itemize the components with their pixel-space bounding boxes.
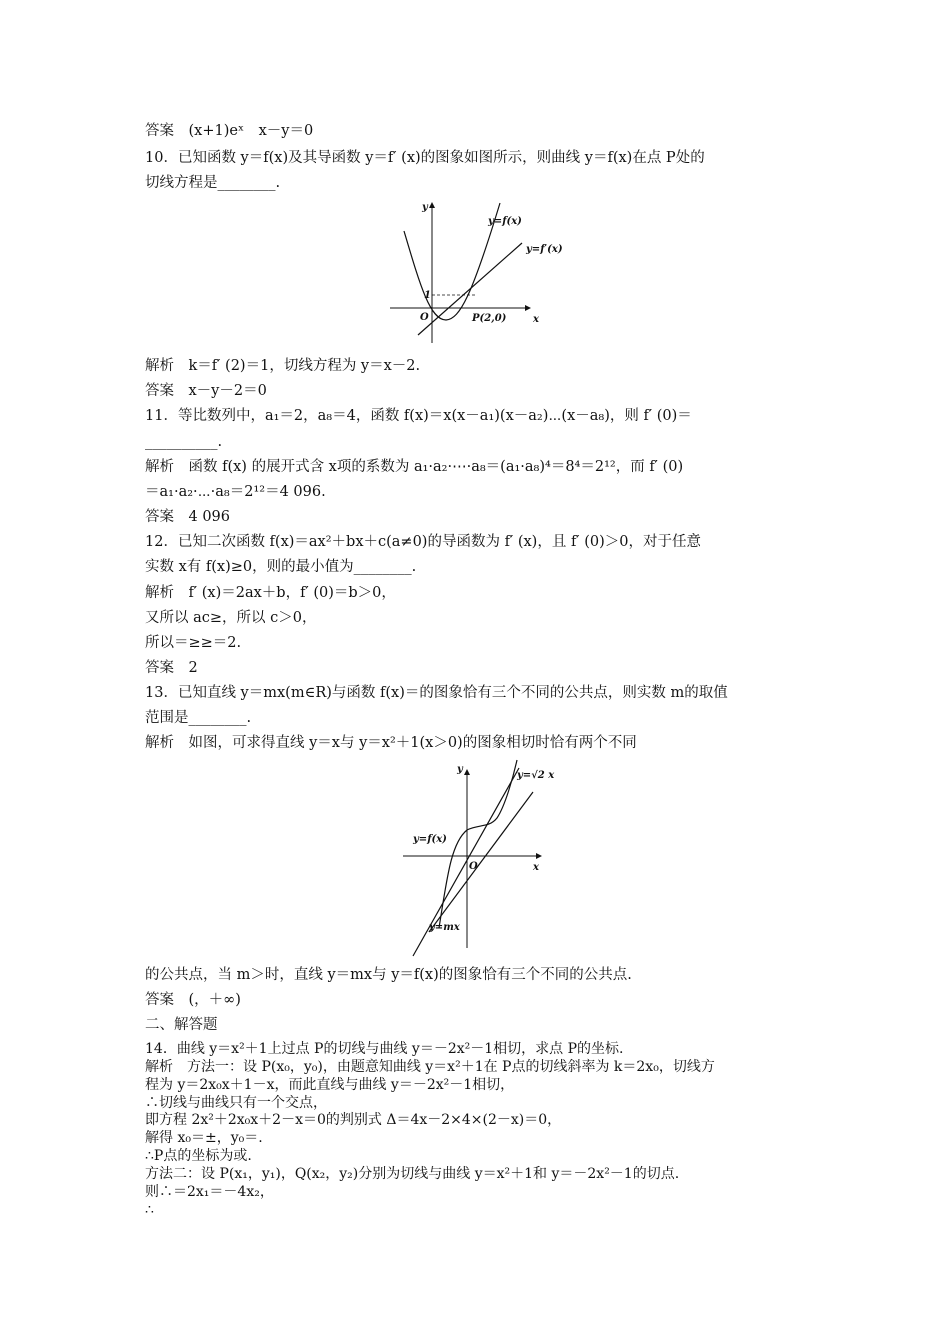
y-axis-label: y	[457, 764, 463, 775]
solution-14-line7: 方法二：设 P(x₁，y₁)，Q(x₂，y₂)分别为切线与曲线 y＝x²＋1和 y＝－2x²－1的切点.	[145, 1166, 680, 1182]
point-p-label: P(2,0)	[472, 313, 507, 324]
answer-9: 答案 (x+1)eˣ x－y＝0	[145, 123, 314, 139]
question-10-line1: 10．已知函数 y＝f(x)及其导函数 y＝f′ (x)的图象如图所示，则曲线 y＝f(x)在点 P处的	[145, 150, 705, 166]
question-10-line2: 切线方程是________.	[145, 175, 281, 191]
solution-14-line4: 即方程 2x²＋2x₀x＋2－x＝0的判别式 Δ＝4x－2×4×(2－x)＝0，	[145, 1112, 562, 1128]
solution-14-line1: 解析 方法一：设 P(x₀，y₀)，由题意知曲线 y＝x²＋1在 P点的切线斜率为 k＝2x₀，切线方	[145, 1059, 715, 1075]
tick-one-label: 1	[424, 290, 431, 301]
question-11-line2: __________.	[145, 434, 223, 450]
answer-13: 答案 (，＋∞)	[145, 992, 241, 1008]
figure-line-intersections	[395, 758, 570, 963]
solution-14-line2: 程为 y＝2x₀x＋1－x，而此直线与曲线 y＝－2x²－1相切，	[145, 1077, 515, 1093]
line-mx-label: y=mx	[429, 922, 460, 933]
solution-11-line2: ＝a₁·a₂·⋯·a₈＝2¹²＝4 096.	[145, 484, 326, 500]
origin-label: O	[420, 312, 429, 323]
solution-12-line3: 所以＝≥≥＝2.	[145, 635, 242, 651]
curve-f-label: y=f(x)	[488, 216, 522, 227]
solution-13-line2: 的公共点，当 m＞时，直线 y＝mx与 y＝f(x)的图象恰有三个不同的公共点.	[145, 967, 632, 983]
line-fprime	[418, 243, 522, 335]
section-heading: 二、解答题	[145, 1017, 218, 1033]
curve-f	[404, 203, 500, 320]
curve-f-label: y=f(x)	[413, 834, 447, 845]
question-12-line1: 12．已知二次函数 f(x)＝ax²＋bx＋c(a≠0)的导函数为 f′ (x)，且 f′ (0)＞0，对于任意	[145, 534, 701, 550]
solution-14-line3: ∴切线与曲线只有一个交点，	[145, 1095, 327, 1111]
question-13-line2: 范围是________.	[145, 710, 252, 726]
answer-10: 答案 x－y－2＝0	[145, 383, 267, 399]
solution-14-line9: ∴	[145, 1202, 154, 1218]
solution-11-line1: 解析 函数 f(x) 的展开式含 x项的系数为 a₁·a₂·⋯·a₈＝(a₁·a₈)⁴＝8⁴＝2¹²，而 f′ (0)	[145, 459, 684, 475]
line-fprime-label: y=f′(x)	[526, 244, 563, 255]
question-13-line1: 13．已知直线 y＝mx(m∈R)与函数 f(x)＝的图象恰有三个不同的公共点，则实数 m的取值	[145, 685, 728, 701]
solution-14-line5: 解得 x₀＝±，y₀＝.	[145, 1130, 263, 1146]
answer-11: 答案 4 096	[145, 509, 231, 525]
solution-10: 解析 k＝f′ (2)＝1，切线方程为 y＝x－2.	[145, 358, 421, 374]
question-12-line2: 实数 x有 f(x)≥0，则的最小值为________.	[145, 559, 417, 575]
line-sqrt2x-label: y=√2 x	[517, 770, 555, 781]
solution-12-line1: 解析 f′ (x)＝2ax＋b，f′ (0)＝b＞0，	[145, 585, 396, 601]
origin-label: O	[469, 861, 478, 872]
solution-14-line8: 则∴＝2x₁＝－4x₂，	[145, 1184, 274, 1200]
line-mx	[429, 792, 533, 932]
x-axis-label: x	[533, 862, 539, 873]
y-axis-label: y	[422, 202, 428, 213]
solution-14-line6: ∴P点的坐标为或.	[145, 1148, 252, 1164]
figure-function-derivative	[380, 195, 570, 350]
solution-12-line2: 又所以 ac≥，所以 c＞0，	[145, 610, 317, 626]
solution-13-line1: 解析 如图，可求得直线 y＝x与 y＝x²＋1(x＞0)的图象相切时恰有两个不同	[145, 735, 637, 751]
question-14: 14．曲线 y＝x²＋1上过点 P的切线与曲线 y＝－2x²－1相切，求点 P的坐标.	[145, 1041, 624, 1057]
x-axis-label: x	[533, 314, 539, 325]
question-11-line1: 11．等比数列中，a₁＝2，a₈＝4，函数 f(x)＝x(x－a₁)(x－a₂)⋯(x－a₈)，则 f′ (0)＝	[145, 408, 692, 424]
answer-12: 答案 2	[145, 660, 198, 676]
